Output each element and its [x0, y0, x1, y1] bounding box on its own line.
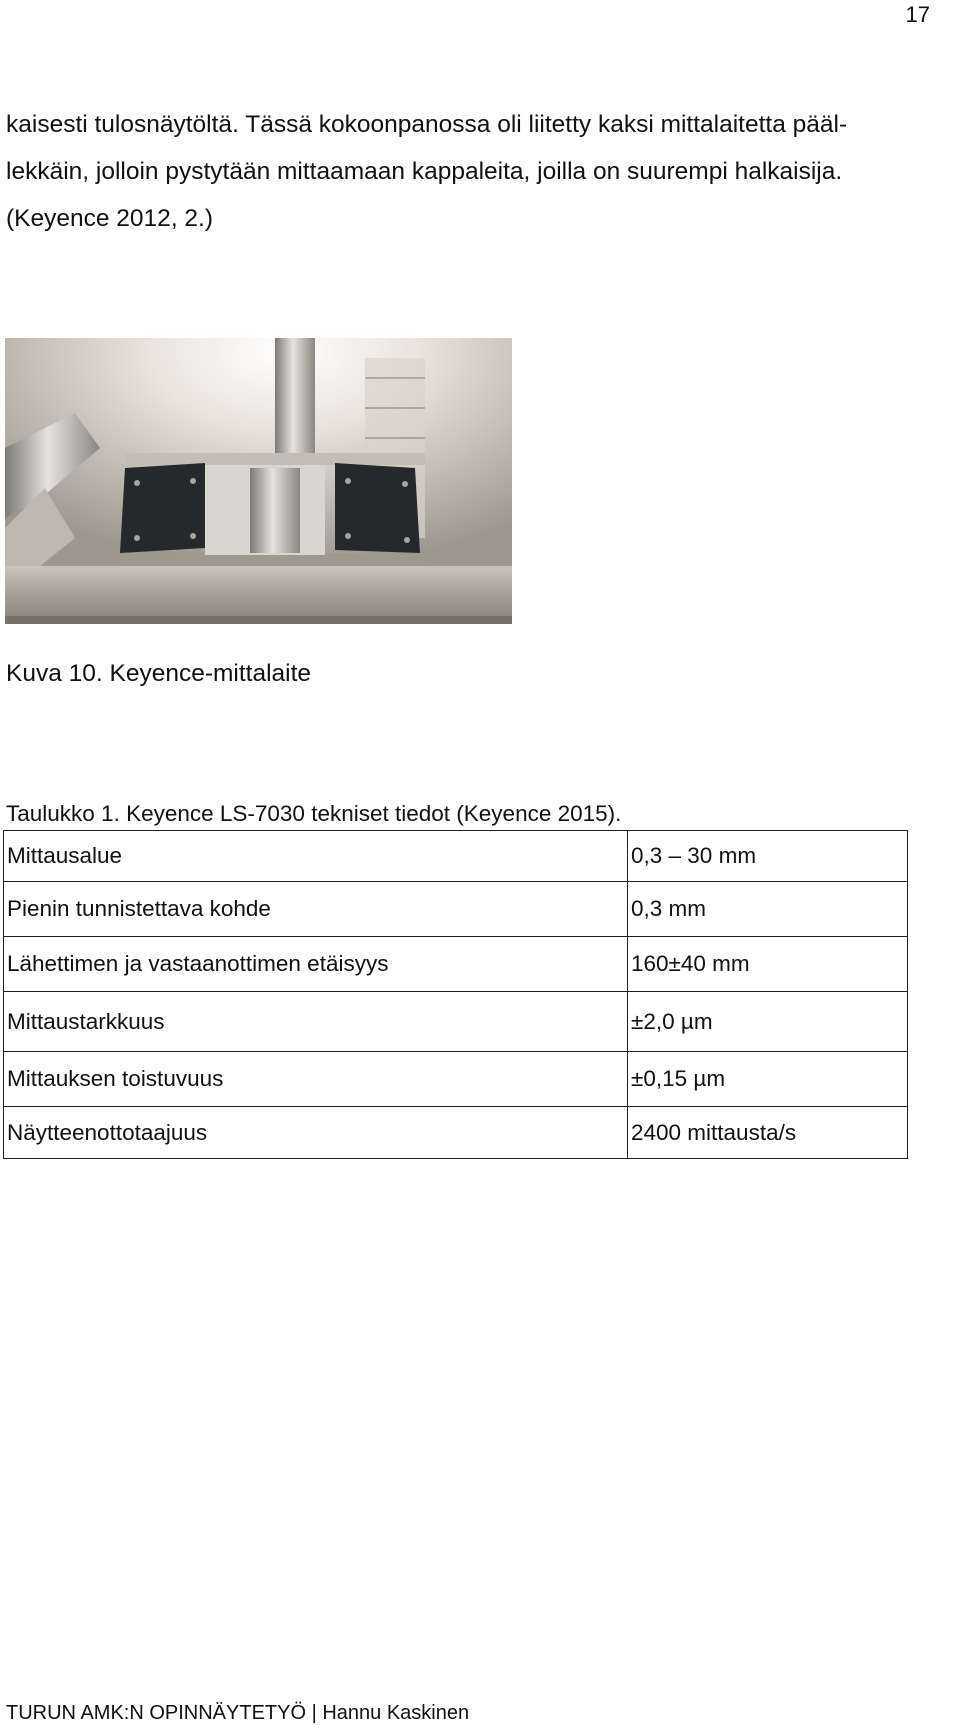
table-cell-value: 2400 mittausta/s: [628, 1107, 908, 1159]
table-cell-label: Mittauksen toistuvuus: [4, 1052, 628, 1107]
table-row: [4, 937, 908, 992]
keyence-device-illustration: [5, 338, 512, 624]
table-cell-value: 160±40 mm: [628, 937, 908, 992]
table-row: [4, 1107, 908, 1159]
specifications-table: [3, 830, 908, 1159]
table-cell-value: ±2,0 µm: [628, 992, 908, 1052]
figure-caption: Kuva 10. Keyence-mittalaite: [6, 660, 312, 687]
table-cell-value: ±0,15 µm: [628, 1052, 908, 1107]
table-cell-label: Mittausalue: [4, 831, 628, 882]
table-row: [4, 1052, 908, 1107]
table-cell-label: Mittaustarkkuus: [4, 992, 628, 1052]
page-number: 17: [905, 2, 930, 27]
table-row: [4, 882, 908, 937]
table-row: [4, 992, 908, 1052]
table-cell-label: Pienin tunnistettava kohde: [4, 882, 628, 937]
table-cell-label: Lähettimen ja vastaanottimen etäisyys: [4, 937, 628, 992]
table-cell-label: Näytteenottotaajuus: [4, 1107, 628, 1159]
paragraph-line: (Keyence 2012, 2.): [6, 205, 214, 232]
table-row: [4, 831, 908, 882]
keyence-device-photo: [5, 338, 512, 624]
paragraph-line: lekkäin, jolloin pystytään mittaamaan kappaleita, joilla on suurempi halkaisija.: [6, 158, 843, 185]
body-paragraph: [6, 101, 951, 242]
table-cell-value: 0,3 – 30 mm: [628, 831, 908, 882]
footer: TURUN AMK:N OPINNÄYTETYÖ | Hannu Kaskinen: [6, 1702, 470, 1724]
table-caption: Taulukko 1. Keyence LS-7030 tekniset tiedot (Keyence 2015).: [6, 801, 622, 826]
table-cell-value: 0,3 mm: [628, 882, 908, 937]
paragraph-line: kaisesti tulosnäytöltä. Tässä kokoonpanossa oli liitetty kaksi mittalaitetta pääl-: [6, 111, 848, 138]
